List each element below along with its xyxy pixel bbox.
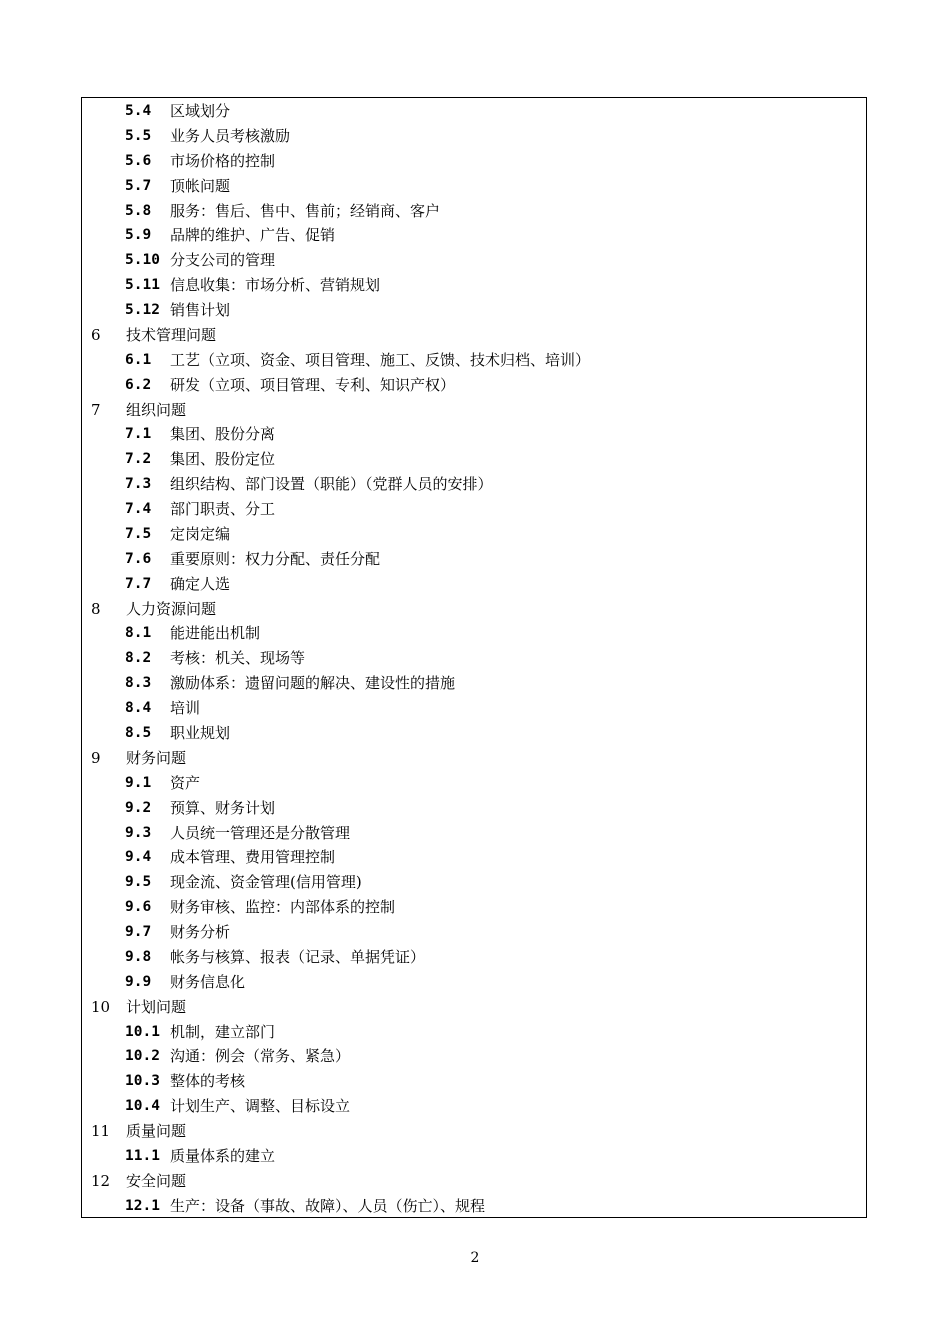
item-number: 8.2 bbox=[125, 650, 152, 667]
item-text: 技术管理问题 bbox=[126, 325, 217, 344]
item-text: 确定人选 bbox=[170, 574, 231, 593]
item-number: 10.1 bbox=[125, 1023, 160, 1040]
item-number: 5.5 bbox=[125, 127, 152, 144]
item-number: 7.1 bbox=[125, 426, 152, 443]
item-number: 5.10 bbox=[125, 252, 160, 269]
item-number: 12.1 bbox=[125, 1197, 160, 1214]
item-text: 生产：设备（事故、故障）、人员（伤亡）、规程 bbox=[170, 1196, 486, 1215]
item-text: 组织问题 bbox=[126, 400, 187, 419]
item-number: 5.11 bbox=[125, 277, 160, 294]
item-number: 6.2 bbox=[125, 376, 152, 393]
item-number: 11 bbox=[91, 1122, 111, 1141]
item-text: 销售计划 bbox=[170, 301, 231, 320]
item-number: 7 bbox=[91, 400, 101, 419]
item-text: 财务问题 bbox=[126, 748, 187, 767]
item-number: 10.4 bbox=[125, 1098, 160, 1115]
item-text: 研发（立项、项目管理、专利、知识产权） bbox=[170, 375, 456, 394]
item-number: 9.5 bbox=[125, 874, 152, 891]
item-number: 6.1 bbox=[125, 351, 152, 368]
item-text: 市场价格的控制 bbox=[170, 151, 276, 170]
item-number: 12 bbox=[91, 1171, 111, 1190]
item-number: 5.9 bbox=[125, 227, 152, 244]
item-text: 计划问题 bbox=[126, 997, 187, 1016]
item-text: 集团、股份分离 bbox=[170, 425, 276, 444]
item-number: 11.1 bbox=[125, 1147, 160, 1164]
item-number: 9.9 bbox=[125, 973, 152, 990]
item-text: 服务：售后、售中、售前；经销商、客户 bbox=[170, 201, 441, 220]
item-number: 9.2 bbox=[125, 799, 152, 816]
item-text: 激励体系：遗留问题的解决、建设性的措施 bbox=[170, 674, 456, 693]
item-number: 5.7 bbox=[125, 177, 152, 194]
item-text: 现金流、资金管理(信用管理) bbox=[170, 873, 362, 892]
item-text: 业务人员考核激励 bbox=[170, 126, 291, 145]
item-number: 7.3 bbox=[125, 476, 152, 493]
item-number: 10.2 bbox=[125, 1048, 160, 1065]
item-text: 重要原则：权力分配、责任分配 bbox=[170, 549, 381, 568]
item-number: 5.6 bbox=[125, 152, 152, 169]
item-text: 成本管理、费用管理控制 bbox=[170, 848, 336, 867]
item-number: 7.7 bbox=[125, 575, 152, 592]
item-text: 工艺（立项、资金、项目管理、施工、反馈、技术归档、培训） bbox=[170, 350, 591, 369]
item-text: 财务审核、监控：内部体系的控制 bbox=[170, 898, 396, 917]
item-number: 7.5 bbox=[125, 525, 152, 542]
item-number: 8.4 bbox=[125, 700, 152, 717]
item-text: 预算、财务计划 bbox=[170, 798, 276, 817]
item-text: 品牌的维护、广告、促销 bbox=[170, 226, 336, 245]
item-number: 8.5 bbox=[125, 725, 152, 741]
item-number: 9.6 bbox=[125, 899, 152, 916]
page-number: 2 bbox=[470, 1250, 480, 1266]
item-text: 部门职责、分工 bbox=[170, 500, 276, 519]
item-number: 10 bbox=[91, 997, 111, 1016]
item-number: 7.6 bbox=[125, 550, 152, 567]
item-text: 分支公司的管理 bbox=[170, 251, 276, 270]
item-number: 7.2 bbox=[125, 451, 152, 468]
item-number: 10.3 bbox=[125, 1073, 160, 1090]
item-text: 组织结构、部门设置（职能）（党群人员的安排） bbox=[170, 475, 493, 494]
item-text: 质量体系的建立 bbox=[170, 1146, 276, 1165]
item-text: 培训 bbox=[170, 699, 201, 718]
item-number: 9.4 bbox=[125, 849, 152, 866]
item-number: 9 bbox=[91, 748, 101, 767]
item-text: 安全问题 bbox=[126, 1171, 187, 1190]
item-text: 考核：机关、现场等 bbox=[170, 649, 306, 668]
item-text: 帐务与核算、报表（记录、单据凭证） bbox=[170, 947, 426, 966]
item-text: 计划生产、调整、目标设立 bbox=[170, 1097, 351, 1116]
item-number: 6 bbox=[91, 325, 101, 344]
item-text: 财务分析 bbox=[170, 923, 231, 942]
item-text: 区域划分 bbox=[170, 102, 231, 120]
item-text: 财务信息化 bbox=[170, 972, 246, 991]
item-text: 人力资源问题 bbox=[126, 599, 217, 618]
item-number: 9.8 bbox=[125, 948, 152, 965]
item-number: 9.7 bbox=[125, 924, 152, 941]
item-number: 9.1 bbox=[125, 774, 152, 791]
item-text: 质量问题 bbox=[126, 1122, 187, 1141]
item-text: 能进能出机制 bbox=[170, 624, 261, 643]
item-text: 机制，建立部门 bbox=[170, 1022, 276, 1041]
item-text: 人员统一管理还是分散管理 bbox=[170, 823, 351, 842]
item-text: 信息收集：市场分析、营销规划 bbox=[170, 276, 381, 295]
item-text: 沟通：例会（常务、紧急） bbox=[170, 1047, 351, 1066]
item-number: 5.4 bbox=[125, 103, 152, 119]
item-number: 5.12 bbox=[125, 302, 160, 319]
item-number: 7.4 bbox=[125, 501, 152, 518]
item-text: 整体的考核 bbox=[170, 1072, 246, 1091]
item-number: 9.3 bbox=[125, 824, 152, 841]
item-text: 顶帐问题 bbox=[170, 176, 231, 195]
item-number: 8.3 bbox=[125, 675, 152, 692]
item-text: 定岗定编 bbox=[170, 524, 231, 543]
item-text: 集团、股份定位 bbox=[170, 450, 276, 469]
item-number: 8.1 bbox=[125, 625, 152, 642]
item-number: 8 bbox=[91, 599, 101, 618]
item-number: 5.8 bbox=[125, 202, 152, 219]
item-text: 资产 bbox=[170, 773, 201, 792]
item-text: 职业规划 bbox=[170, 724, 231, 742]
